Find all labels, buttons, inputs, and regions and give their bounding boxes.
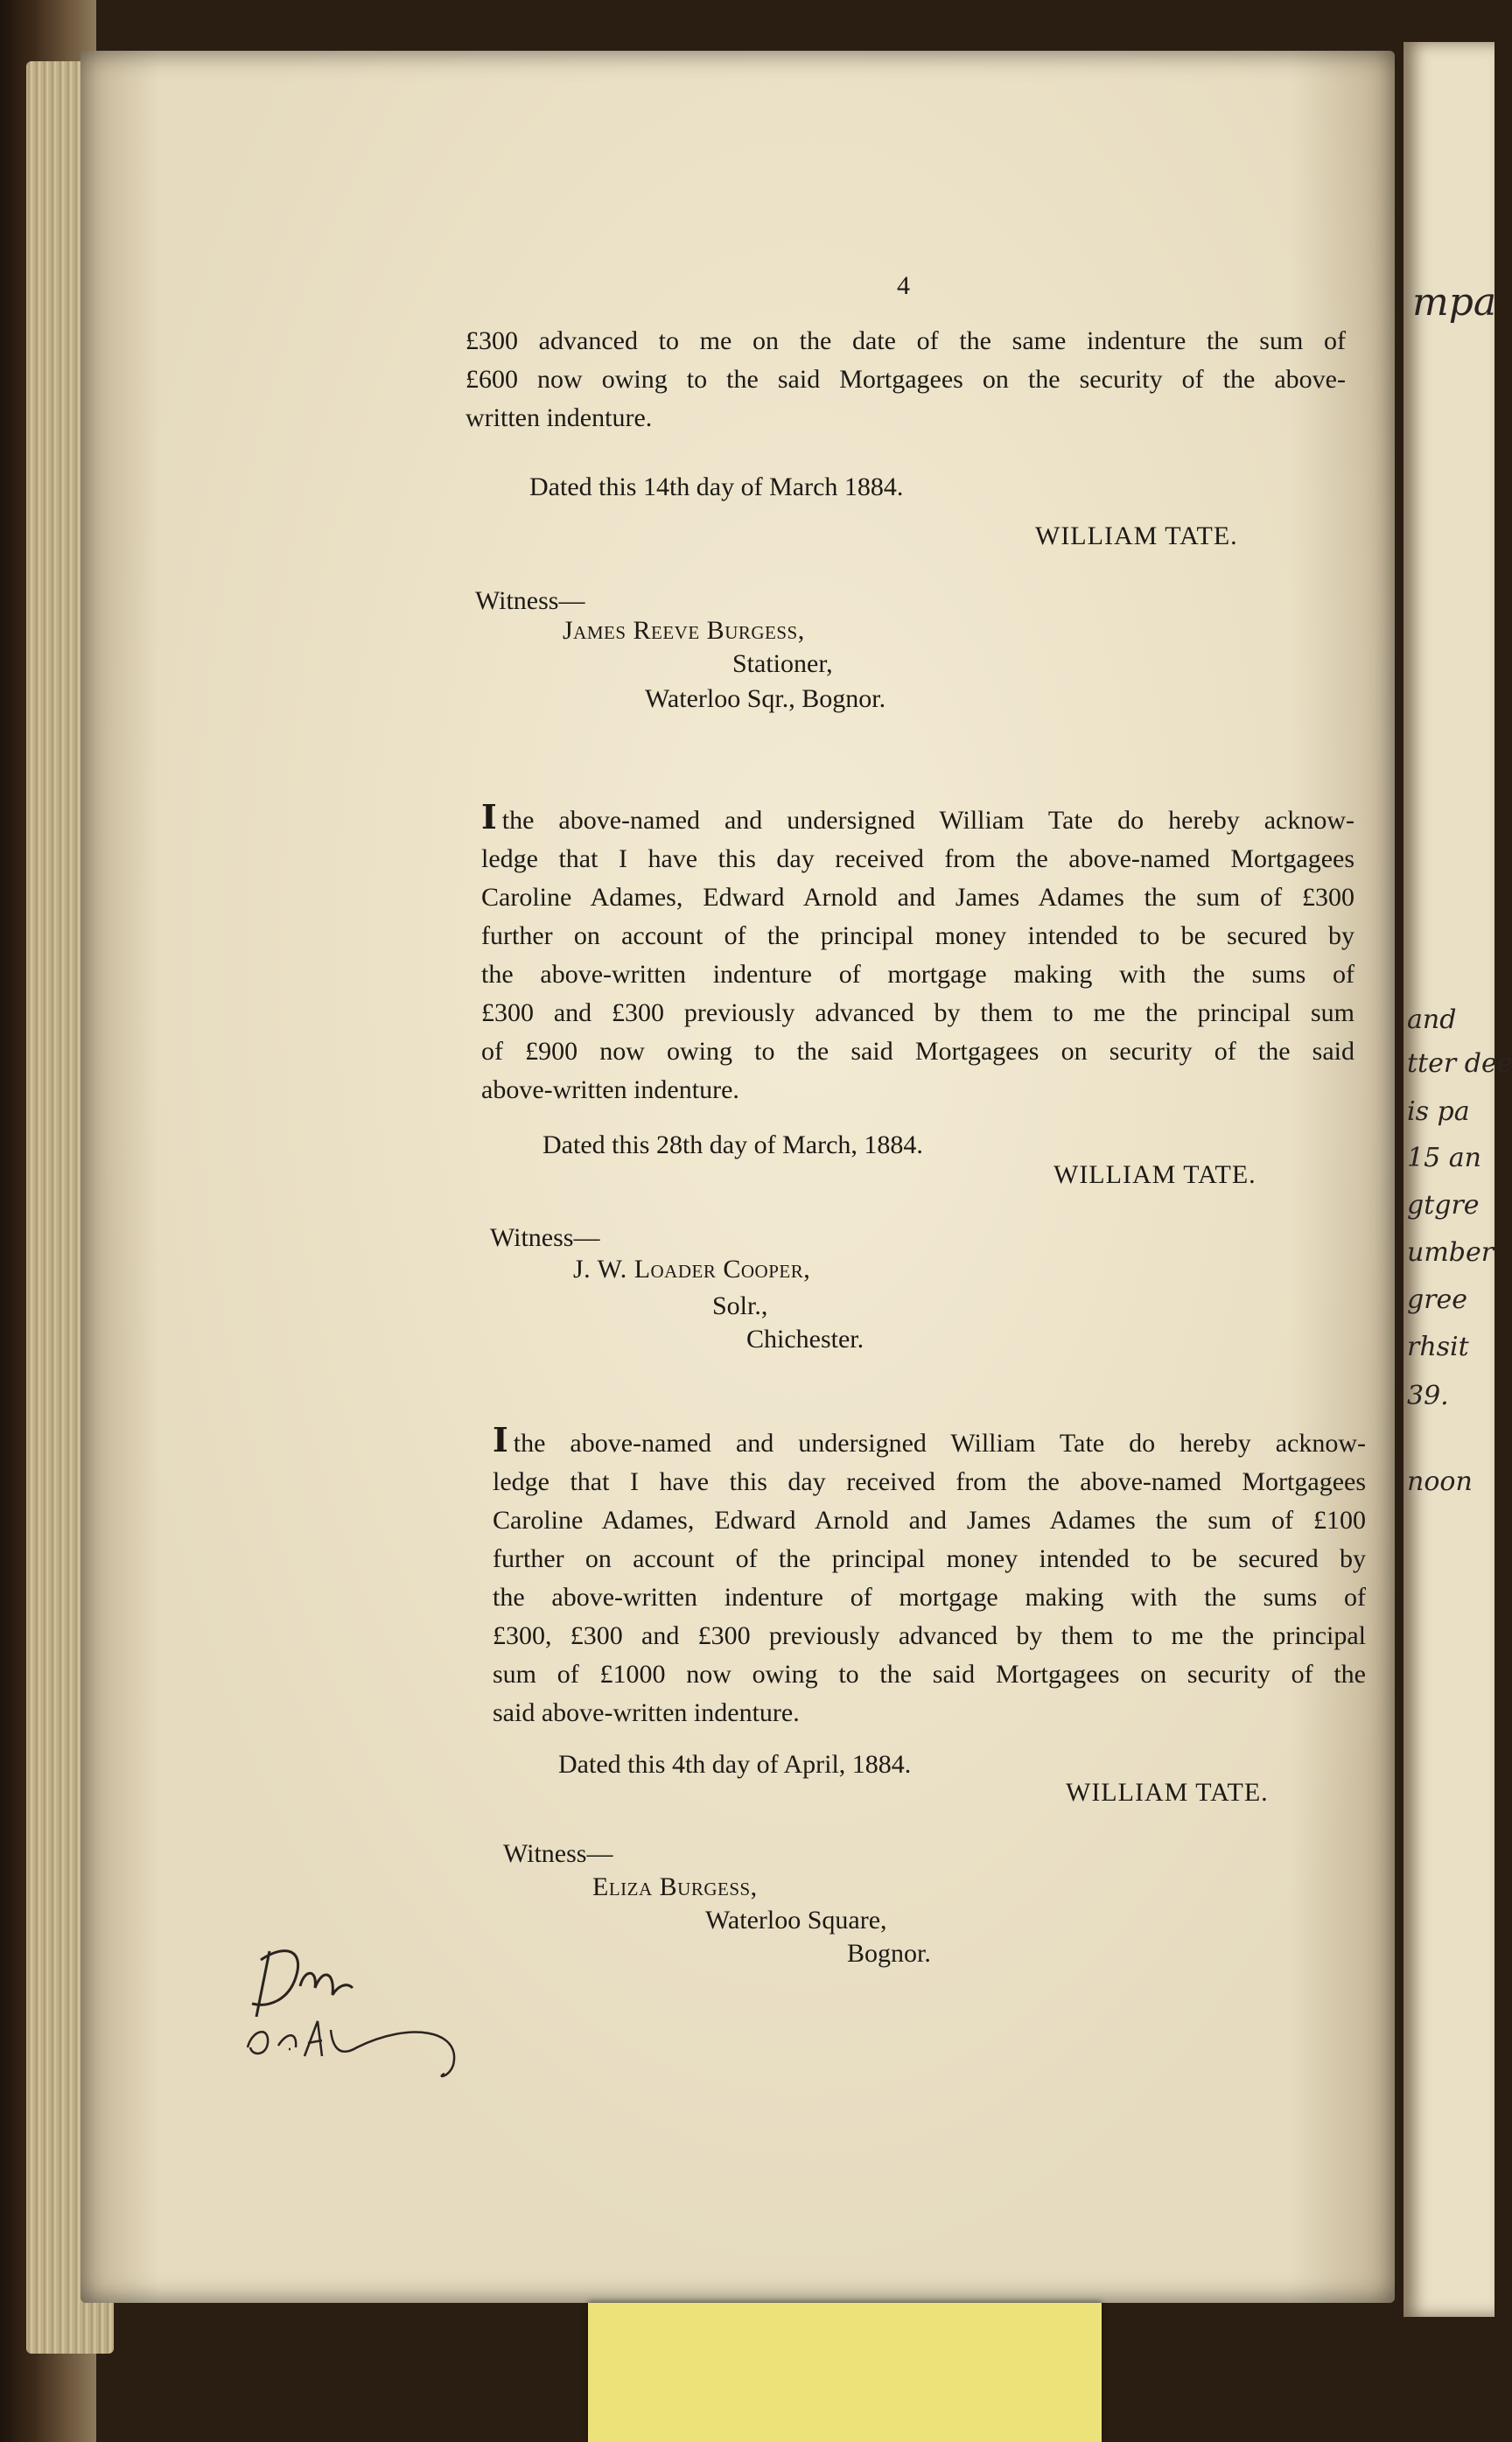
date-line: Dated this 14th day of March 1884. — [529, 472, 904, 501]
witness-label: Witness— — [475, 586, 585, 615]
handwriting-fragment: rhsit — [1407, 1332, 1469, 1362]
paragraph-continuation — [466, 322, 1346, 437]
text-line: £600 now owing to the said Mortgagees on the security of the above- — [466, 365, 1346, 394]
text-line: the above-named and undersigned William Tate do hereby acknow- — [501, 806, 1354, 835]
handwriting-fragment: gree — [1407, 1284, 1468, 1315]
text-line: sum of £1000 now owing to the said Mortgagees on security of the — [493, 1660, 1366, 1689]
text-line: the above-written indenture of mortgage making with the sums of — [481, 960, 1354, 989]
signatory: WILLIAM TATE. — [1035, 521, 1238, 550]
handwriting-fragment: mpa — [1412, 280, 1497, 325]
text-line: above-written indenture. — [481, 1075, 739, 1104]
sticky-note — [588, 2303, 1102, 2442]
handwriting-fragment: gtgre — [1407, 1190, 1480, 1221]
witness-occupation: Solr., — [712, 1291, 768, 1320]
acknowledgement-paragraph — [493, 1421, 1366, 1732]
handwriting-fragment: is pa — [1407, 1096, 1470, 1127]
handwriting-fragment: umber — [1407, 1237, 1494, 1268]
acknowledgement-paragraph — [481, 798, 1354, 1109]
text-line: said above-written indenture. — [493, 1698, 800, 1727]
drop-cap: I — [481, 797, 497, 836]
witness-name: Eliza Burgess, — [592, 1872, 758, 1901]
text-line: the above-written indenture of mortgage making with the sums of — [493, 1583, 1366, 1612]
signatory: WILLIAM TATE. — [1066, 1778, 1269, 1807]
text-line: £300 and £300 previously advanced by them to me the principal sum — [481, 998, 1354, 1027]
facing-page — [1404, 42, 1512, 2317]
text-line: ledge that I have this day received from the above-named Mortgagees — [481, 844, 1354, 873]
date-line: Dated this 4th day of April, 1884. — [558, 1750, 912, 1779]
text-line: ledge that I have this day received from the above-named Mortgagees — [493, 1467, 1366, 1496]
handwritten-initials-icon — [234, 1934, 471, 2082]
witness-label: Witness— — [490, 1223, 600, 1252]
text-line: £300, £300 and £300 previously advanced by them to me the principal — [493, 1621, 1366, 1650]
handwriting-fragment: tter dee — [1407, 1048, 1512, 1079]
signatory: WILLIAM TATE. — [1054, 1160, 1256, 1189]
page-number: 4 — [897, 271, 910, 300]
witness-address: Waterloo Square, — [705, 1906, 887, 1935]
witness-occupation: Stationer, — [732, 649, 833, 678]
witness-address: Bognor. — [847, 1939, 931, 1968]
text-line: of £900 now owing to the said Mortgagees on security of the said — [481, 1037, 1354, 1066]
text-line: further on account of the principal money intended to be secured by — [493, 1544, 1366, 1573]
drop-cap: I — [493, 1420, 508, 1459]
handwriting-fragment: and — [1407, 1004, 1457, 1035]
text-line: Caroline Adames, Edward Arnold and James Adames the sum of £300 — [481, 883, 1354, 912]
text-line: the above-named and undersigned William Tate do hereby acknow- — [513, 1429, 1366, 1458]
witness-label: Witness— — [503, 1839, 613, 1868]
handwriting-fragment: noon — [1407, 1466, 1473, 1497]
witness-address: Chichester. — [746, 1325, 864, 1354]
text-line: written indenture. — [466, 403, 653, 432]
handwriting-fragment: 39. — [1407, 1381, 1449, 1411]
text-line: further on account of the principal money intended to be secured by — [481, 921, 1354, 950]
witness-address: Waterloo Sqr., Bognor. — [645, 684, 886, 713]
handwriting-fragment: 15 an — [1407, 1143, 1481, 1173]
text-line: Caroline Adames, Edward Arnold and James Adames the sum of £100 — [493, 1506, 1366, 1535]
witness-name: James Reeve Burgess, — [563, 616, 805, 645]
witness-name: J. W. Loader Cooper, — [573, 1255, 811, 1284]
date-line: Dated this 28th day of March, 1884. — [542, 1130, 923, 1159]
text-line: £300 advanced to me on the date of the same indenture the sum of — [466, 326, 1346, 355]
